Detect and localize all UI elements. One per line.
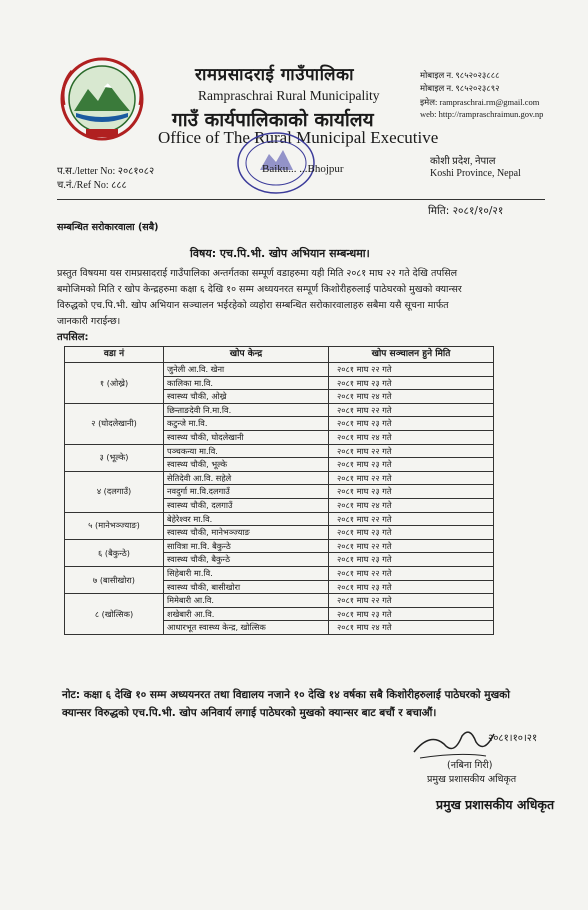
date-cell: २०८१ माघ २४ गते [329, 498, 494, 512]
date-cell: २०८१ माघ २२ गते [329, 363, 494, 377]
center-cell: सिहेबारी मा.वि. [164, 566, 329, 580]
body-line: प्रस्तुत विषयमा यस रामप्रसादराई गाउँपालिका अन्तर्गतका सम्पूर्ण वडाहरुमा यही मिति २०८१ माघ २२ गते देखि तपसिल [57, 268, 458, 279]
signature-date: २०८१।१०।२१ [488, 733, 538, 744]
ward-cell: ४ (दलगाउँ) [65, 471, 164, 512]
table-row [65, 594, 494, 608]
ward-cell: ८ (खोत्सिक) [65, 594, 164, 635]
center-cell: मिमेबारी आ.वि. [164, 594, 329, 608]
date-cell: २०८१ माघ २४ गते [329, 430, 494, 444]
table-row [65, 471, 494, 485]
table-row [65, 363, 494, 377]
details-label: तपसिल: [57, 332, 89, 343]
center-cell: स्वास्थ्य चौकी, बासीखोरा [164, 580, 329, 594]
center-cell: स्वास्थ्य चौकी, भूल्के [164, 458, 329, 472]
email: इमेल: rampraschrai.rm@gmail.com [420, 97, 540, 107]
date-cell: २०८१ माघ २३ गते [329, 607, 494, 621]
phone-2: मोबाइल न. ९८५२०२३८९२ [420, 83, 500, 93]
date-header: खोप सञ्चालन हुने मिति [329, 347, 494, 363]
ward-cell: १ (ओख्रे) [65, 363, 164, 404]
subject-line: विषय: एच.पि.भी. खोप अभियान सम्बन्धमा। [190, 247, 370, 260]
table-header-row [65, 347, 494, 363]
date-cell: २०८१ माघ २२ गते [329, 471, 494, 485]
designation-stamp: प्रमुख प्रशासकीय अधिकृत [436, 797, 555, 812]
center-cell: सावित्रा मा.वि. बैकुन्ठे [164, 539, 329, 553]
date-cell: २०८१ माघ २३ गते [329, 376, 494, 390]
website: web: http://rampraschraimun.gov.np [420, 109, 544, 119]
table-row [65, 539, 494, 553]
date-cell: २०८१ माघ २३ गते [329, 458, 494, 472]
note: नोट: कक्षा ६ देखि १० सम्म अध्ययनरत तथा विद्यालय नजाने १० देखि १४ वर्षका सबै किशोरीहरुलाई पाठेघरको मुखको क्यान्सर विरुद्धको एच.पि.भी. खोप अनिवार्य लगाई पाठेघरको मुखको क्यान्सर बाट बचौं र बचाऔं। [62, 689, 510, 719]
table-row [65, 403, 494, 417]
date-cell: २०८१ माघ २२ गते [329, 566, 494, 580]
office-name-en: Office of The Rural Municipal Executive [158, 128, 439, 147]
body-line: विरुद्धको एच.पि.भी. खोप अभियान सञ्चालन भईरहेको व्यहोरा सम्बन्धित सरोकारवालाहरु सबैमा यसै सूचना मार्फत [57, 300, 449, 311]
table-row [65, 444, 494, 458]
center-cell: स्वास्थ्य चौकी, बैकुन्ठे [164, 553, 329, 567]
center-cell: सेतिदेवी आ.वि. सहेले [164, 471, 329, 485]
date-cell: २०८१ माघ २२ गते [329, 539, 494, 553]
center-cell: छिन्ताङदेवी नि.मा.वि. [164, 403, 329, 417]
signer-name: (नबिना गिरी) [447, 760, 493, 771]
vaccination-schedule-table [64, 346, 494, 635]
office-address: Baiku... ...Bhojpur [262, 163, 344, 175]
municipality-emblem-icon [58, 55, 146, 143]
ward-cell: ६ (बैकुन्ठे) [65, 539, 164, 566]
date-cell: २०८१ माघ २३ गते [329, 526, 494, 540]
center-cell: नवदुर्गा मा.वि.दलगाउँ [164, 485, 329, 499]
ward-cell: ३ (भूल्के) [65, 444, 164, 471]
table-row [65, 512, 494, 526]
letter-body [57, 266, 527, 330]
ward-cell: ५ (मानेभञ्ज्याङ) [65, 512, 164, 539]
center-cell: बेहेरेश्वर मा.वि. [164, 512, 329, 526]
ward-cell: ७ (बासीखोरा) [65, 566, 164, 593]
ward-cell: २ (घोदलेखानी) [65, 403, 164, 444]
date-cell: २०८१ माघ २२ गते [329, 594, 494, 608]
body-line: बमोजिमको मिति र खोप केन्द्रहरुमा कक्षा ६ देखि १० सम्म अध्ययनरत सम्पूर्ण किशोरीहरुलाई पाठेघरको मुखको क्यान्सर [57, 284, 462, 295]
municipality-name-np: रामप्रसादराई गाउँपालिका [195, 65, 354, 85]
office-name-np: गाउँ कार्यपालिकाको कार्यालय [172, 109, 374, 131]
addressee: सम्बन्धित सरोकारवाला (सबै) [57, 222, 159, 233]
province-en: Koshi Province, Nepal [430, 168, 521, 179]
date-cell: २०८१ माघ २३ गते [329, 417, 494, 431]
date-cell: २०८१ माघ २३ गते [329, 485, 494, 499]
center-header: खोप केन्द्र [164, 347, 329, 363]
date-cell: २०८१ माघ २२ गते [329, 403, 494, 417]
date-cell: २०८१ माघ २२ गते [329, 512, 494, 526]
center-cell: शखेबारी आ.वि. [164, 607, 329, 621]
center-cell: स्वास्थ्य चौकी, मानेभञ्ज्याङ [164, 526, 329, 540]
reference-number: च.नं./Ref No: ८८८ [57, 180, 127, 191]
province-np: कोशी प्रदेश, नेपाल [430, 156, 496, 167]
header-divider [57, 199, 545, 200]
center-cell: कालिका मा.वि. [164, 376, 329, 390]
date-cell: २०८१ माघ २४ गते [329, 621, 494, 635]
letter-number: प.स./letter No: २०८१०८२ [57, 166, 155, 177]
date-cell: २०८१ माघ २३ गते [329, 580, 494, 594]
center-cell: जुनेली आ.वि. खेना [164, 363, 329, 377]
phone-1: मोबाइल न. ९८५२०२३८८८ [420, 70, 500, 80]
body-line: जानकारी गराईन्छ। [57, 316, 121, 327]
date-cell: २०८१ माघ २३ गते [329, 553, 494, 567]
signer-title: प्रमुख प्रशासकीय अधिकृत [427, 774, 517, 785]
letter-date: मिति: २०८१/१०/२१ [428, 205, 504, 217]
date-cell: २०८१ माघ २२ गते [329, 444, 494, 458]
date-cell: २०८१ माघ २४ गते [329, 390, 494, 404]
center-cell: आधारभूत स्वास्थ्य केन्द्र, खोत्सिक [164, 621, 329, 635]
center-cell: कटुन्जे मा.वि. [164, 417, 329, 431]
center-cell: स्वास्थ्य चौकी, ओख्रे [164, 390, 329, 404]
center-cell: स्वास्थ्य चौकी, घोदलेखानी [164, 430, 329, 444]
table-row [65, 566, 494, 580]
municipality-name-en: Rampraschrai Rural Municipality [198, 88, 380, 103]
center-cell: स्वास्थ्य चौकी, दलगाउँ [164, 498, 329, 512]
center-cell: पञ्चकन्या मा.वि. [164, 444, 329, 458]
ward-header: वडा नं [65, 347, 164, 363]
